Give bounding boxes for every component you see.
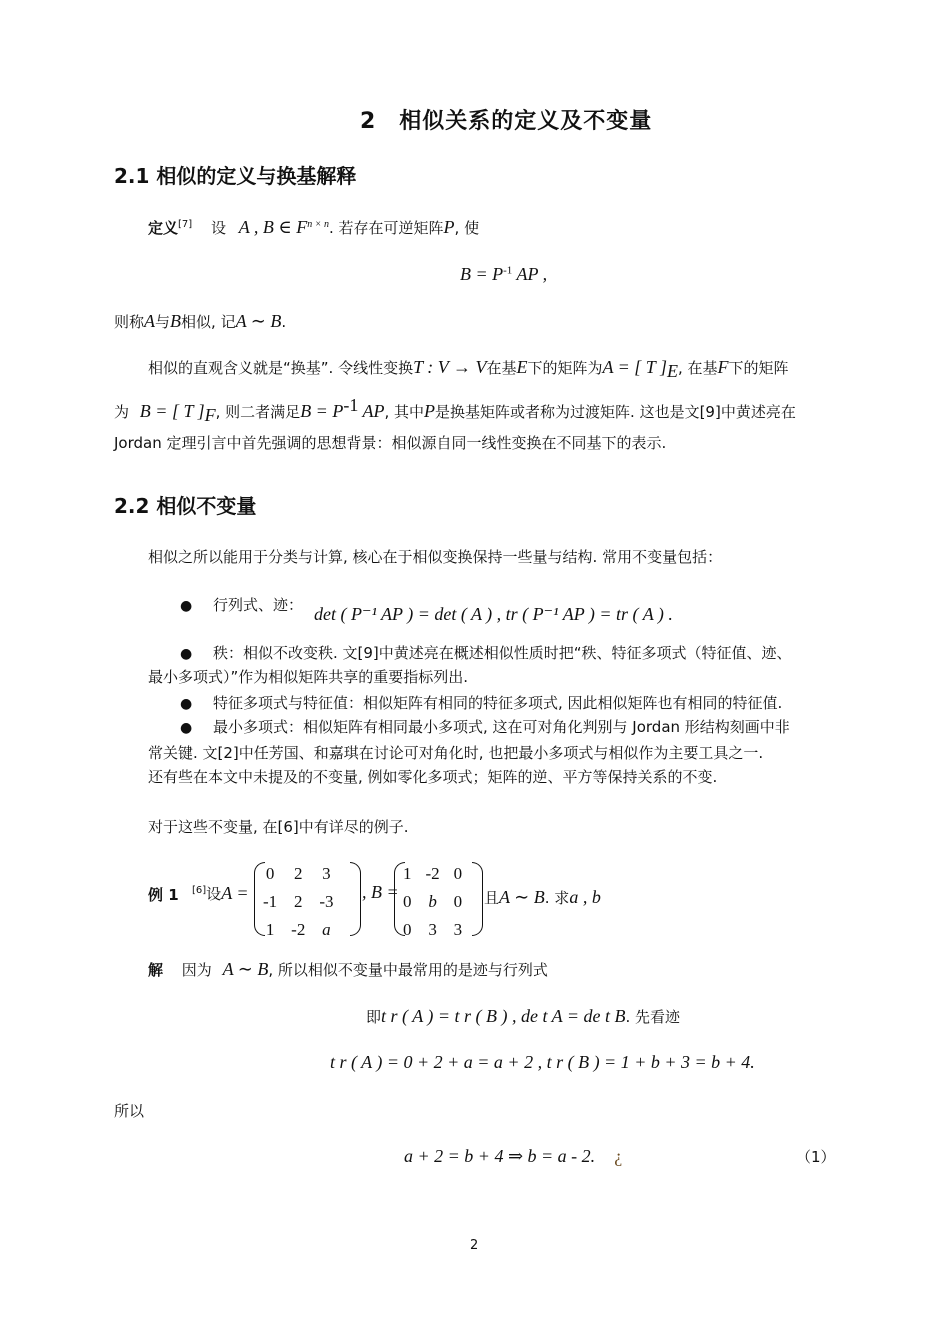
example1-label	[148, 884, 179, 906]
conclusion-math-a: A	[144, 311, 156, 331]
solution-math-sim: A ∼ B	[222, 959, 269, 979]
basis-l2-math3: P	[424, 401, 436, 421]
section-title-2-1: 2.1 相似的定义与换基解释	[114, 164, 357, 188]
definition-conclusion	[114, 310, 286, 333]
basis-l1-math1: T : V → V	[413, 357, 487, 377]
solution-eq1-text2: . 先看迹	[625, 1008, 681, 1026]
bullet1-formula: det ( P⁻¹ AP ) = det ( A ) , tr ( P⁻¹ AP ) = tr ( A ) .	[314, 604, 673, 624]
extra-invariants: 还有些在本文中未提及的不变量, 例如零化多项式；矩阵的逆、平方等保持关系的不变.	[148, 768, 718, 786]
definition-equation	[460, 264, 547, 285]
definition-ref: [7]	[178, 219, 193, 230]
matrix-b	[396, 860, 469, 944]
solution-text2: , 所以相似不变量中最常用的是迹与行列式	[268, 961, 548, 979]
example1-tail	[484, 886, 601, 909]
matrix-b-cell: 3	[453, 920, 463, 939]
basis-paragraph-line2	[114, 394, 796, 426]
matrix-b-cell: 0	[403, 892, 412, 911]
bullet4-line1: 最小多项式：相似矩阵有相同最小多项式, 这在可对角化判别与 Jordan 形结构刻画中非	[213, 718, 790, 736]
basis-l1-math4: F	[717, 357, 729, 377]
definition-text2: . 若存在可逆矩阵	[329, 219, 444, 237]
basis-l1-text4: , 在基	[678, 359, 718, 377]
basis-l2-math1-sub: F	[204, 405, 216, 425]
bullet-dot-icon: ●	[180, 696, 193, 712]
definition-math2: P	[443, 217, 455, 237]
basis-l1-math3: A = [ T ]	[602, 357, 667, 377]
definition-math1-sup: n × n	[307, 219, 329, 230]
section-title-2-2: 2.2 相似不变量	[114, 494, 257, 518]
example1-text2: 且	[484, 889, 500, 907]
example1-math-sim: A ∼ B	[499, 887, 545, 907]
conclusion-math-sim: A ∼ B	[235, 311, 282, 331]
example1-ref-line	[192, 880, 249, 905]
solution-eq2: t r ( A ) = 0 + 2 + a = a + 2 , t r ( B ) = 1 + b + 3 = b + 4.	[330, 1052, 755, 1072]
page-number: 2	[470, 1238, 479, 1253]
basis-l2-math2-sup: -1	[343, 395, 359, 415]
solution-eq3	[404, 1146, 622, 1167]
example1-text1: 设	[206, 885, 222, 903]
examples-note: 对于这些不变量, 在[6]中有详尽的例子.	[148, 818, 409, 836]
basis-l1-text2: 在基	[486, 359, 517, 377]
definition-text1: 设	[210, 219, 226, 237]
example1-text3: . 求	[544, 889, 570, 907]
matrix-b-right-paren	[472, 862, 483, 936]
matrix-b-cell: 1	[403, 864, 412, 883]
bullet-dot-icon: ●	[180, 646, 193, 662]
basis-l1-math2: E	[516, 357, 528, 377]
basis-paragraph-line1	[148, 356, 789, 382]
basis-paragraph-line3: Jordan 定理引言中首先强调的思想背景：相似源自同一线性变换在不同基下的表示.	[114, 434, 667, 452]
solution-line	[148, 958, 548, 981]
eq-def-lhs: B = P	[460, 264, 504, 284]
solution-eq1	[366, 1006, 680, 1028]
matrix-b-cell: 0	[453, 892, 463, 911]
definition-text3: , 使	[454, 219, 480, 237]
bullet1-label: 行列式、迹：	[213, 596, 304, 614]
conclusion-math-b: B	[170, 311, 182, 331]
matrix-a-cell: 2	[294, 892, 303, 911]
bullet-min-poly	[180, 716, 790, 739]
bullet3-text: 特征多项式与特征值：相似矩阵有相同的特征多项式, 因此相似矩阵也有相同的特征值.	[213, 694, 783, 712]
bullet2-line1: 秩：相似不改变秩. 文[9]中黄述亮在概述相似性质时把“秩、特征多项式（特征值、迹、	[213, 644, 792, 662]
example1-ref: [6]	[192, 885, 207, 896]
example1-title: 例 1	[148, 886, 179, 904]
eq-def-sup: -1	[503, 264, 513, 277]
matrix-a-cell: a	[322, 920, 331, 939]
solution-eq1-math: t r ( A ) = t r ( B ) , de t A = de t B	[381, 1006, 626, 1026]
bullet-dot-icon: ●	[180, 720, 193, 736]
bullet-dot-icon: ●	[180, 598, 193, 614]
matrix-b-cell: b	[428, 892, 437, 911]
basis-l2-math2b: AP	[358, 401, 385, 421]
bullet-det-trace	[180, 594, 303, 617]
basis-l1-text1: 相似的直观含义就是“换基”. 令线性变换	[148, 359, 414, 377]
bullet2-line2: 最小多项式）”作为相似矩阵共享的重要指标列出.	[148, 668, 469, 686]
solution-label: 解	[148, 961, 164, 979]
basis-l2-text3: , 其中	[384, 403, 425, 421]
basis-l2-text1: 为	[114, 403, 130, 421]
matrix-a-cell: 0	[265, 864, 275, 883]
solution-eq3-math: a + 2 = b + 4 ⇒ b = a - 2.	[404, 1146, 596, 1166]
basis-l2-math2: B = P	[300, 401, 344, 421]
solution-eq1-text: 即	[366, 1008, 382, 1026]
matrix-a-cell: 3	[322, 864, 331, 883]
basis-l2-text2: , 则二者满足	[215, 403, 301, 421]
eq-def-rhs: AP ,	[512, 264, 548, 284]
matrix-a-cell: -1	[263, 892, 278, 911]
example1-math-ab: a , b	[569, 887, 601, 907]
solution-so: 所以	[114, 1102, 145, 1120]
conclusion-text2: 与	[155, 313, 171, 331]
conclusion-text3: 相似, 记	[181, 313, 236, 331]
chapter-title: 2 相似关系的定义及不变量	[360, 109, 653, 134]
matrix-a-cell: 2	[294, 864, 303, 883]
example1-math-a: A =	[221, 883, 249, 903]
matrix-b-cell: 3	[428, 920, 437, 939]
matrix-b-cell: -2	[425, 864, 440, 883]
basis-l1-math3-sub: E	[667, 361, 678, 381]
matrix-b-cell: 0	[403, 920, 412, 939]
matrix-a-cell: 1	[265, 920, 275, 939]
bullet-rank	[180, 642, 792, 665]
definition-math1: A , B ∈ F	[238, 217, 308, 237]
basis-l1-text5: 下的矩阵	[728, 359, 789, 377]
basis-l2-text4: 是换基矩阵或者称为过渡矩阵. 这也是文[9]中黄述亮在	[435, 403, 796, 421]
bullet-char-poly	[180, 692, 782, 715]
matrix-b-cell: 0	[453, 864, 463, 883]
equation-number: （1）	[796, 1148, 836, 1166]
basis-l2-math1: B = [ T ]	[139, 401, 205, 421]
solution-eq3-glyph: ¿	[614, 1146, 623, 1166]
matrix-a-cell: -2	[291, 920, 306, 939]
invariants-intro: 相似之所以能用于分类与计算, 核心在于相似变换保持一些量与结构. 常用不变量包括：	[148, 548, 723, 566]
example1-b-label: , B =	[362, 882, 399, 902]
matrix-a-cell: -3	[319, 892, 334, 911]
definition-line	[148, 214, 479, 239]
solution-text1: 因为	[181, 961, 212, 979]
basis-l1-text3: 下的矩阵为	[527, 359, 603, 377]
matrix-a	[256, 860, 341, 944]
definition-label: 定义	[148, 219, 179, 237]
matrix-a-right-paren	[350, 862, 361, 936]
conclusion-text4: .	[281, 313, 287, 331]
bullet4-line2: 常关键. 文[2]中任芳国、和嘉琪在讨论可对角化时, 也把最小多项式与相似作为主要工具之一.	[148, 744, 764, 762]
conclusion-text1: 则称	[114, 313, 145, 331]
